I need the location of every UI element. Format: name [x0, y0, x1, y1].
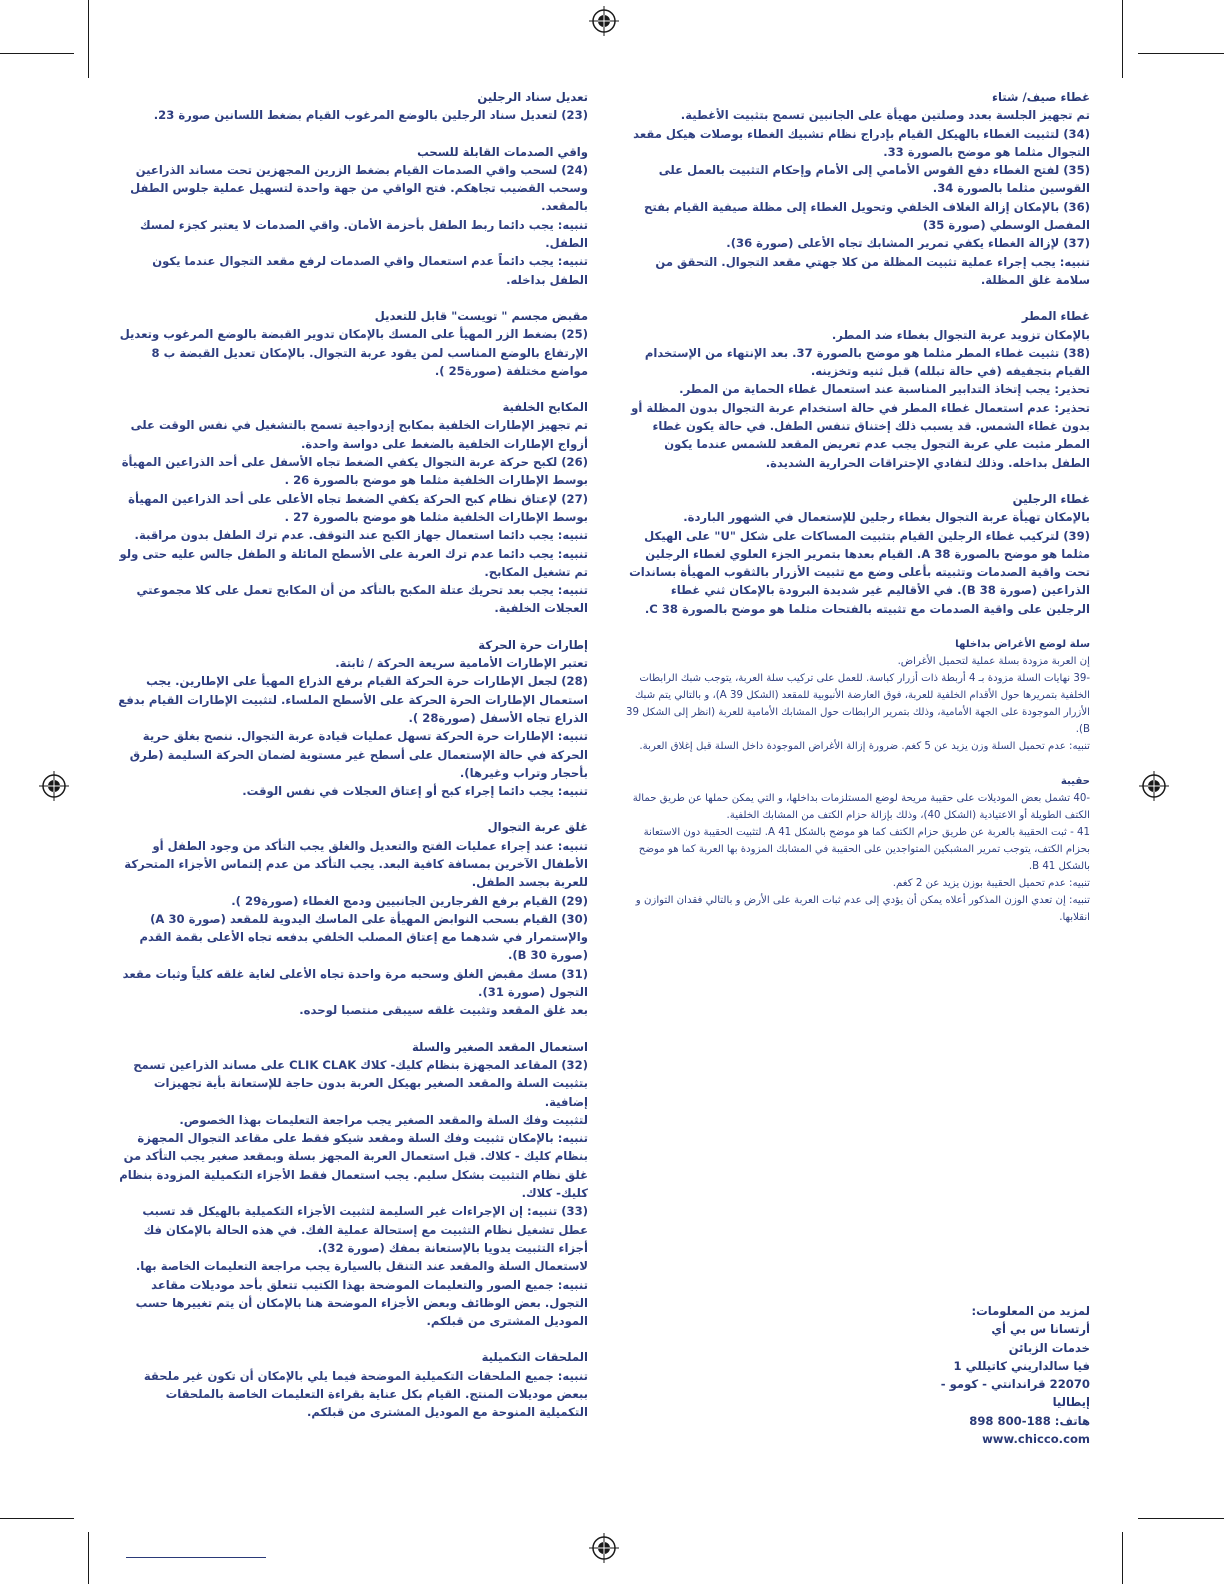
section-paragraph: إن العربة مزودة بسلة عملية لتحميل الأغراض. [897, 656, 1090, 668]
section-paragraph: (35) لفتح الغطاء دفع القوس الأمامي إلى الأمام وإحكام التثبيت بالعمل على القوسين مثلما بالصورة 34. [658, 163, 1090, 196]
section-paragraph: (33) تنبيه: إن الإجراءات غير السليمة لتثبيت الأجزاء التكميلية بالهيكل قد تسبب عطل تشغيل نظام التثبيت مع إستحالة عملية الفك. في هذه الحالة بالإمكان فك أجزاء التثبيت يدويا بالإستعانة بمفك (صورة 32). [142, 1204, 588, 1255]
section [118, 818, 588, 1019]
contact-line: هاتف: 188-800 898 [969, 1413, 1090, 1428]
contact-line: خدمات الزبائن [1008, 1340, 1090, 1355]
section-heading: غطاء المطر [1021, 309, 1090, 324]
registration-mark-left-icon [39, 771, 69, 801]
section [118, 398, 588, 618]
section-paragraph: 41 - ثبت الحقيبة بالعربة عن طريق حزام الكتف كما هو موضح بالشكل 41 A. لتثبيت الحقيبة دون الاستعانة بحزام الكتف، يتوجب تمرير المشبكين المتواجدين على الحقيبة في المشابك المزودة بها العربة كما هو موضح بالشكل 41 B. [638, 827, 1090, 873]
registration-mark-right-icon [1139, 771, 1169, 801]
section-heading: استعمال المقعد الصغير والسلة [412, 1039, 588, 1054]
crop-mark-bottom-left-h [0, 1518, 74, 1519]
section-paragraph: (25) بضغط الزر المهيأ على المسك بالإمكان تدوير القبضة بالوضع المرغوب وتعديل الإرتفاع بالوضع المناسب لمن يقود عربة التجوال. بالإمكان تعديل القبضة ب 8 مواضع مختلفة (صورة25 ). [119, 327, 588, 378]
contact-block [900, 1302, 1090, 1448]
section [625, 636, 1090, 755]
section [625, 490, 1090, 618]
section [118, 636, 588, 801]
section-paragraph: تنبيه: عند إجراء عمليات الفتح والتعديل والغلق يجب التأكد من وجود الطفل أو الأطفال الآخرين بمسافة كافية البعد. يجب التأكد من عدم إلتماس الأجزاء المتحركة للعربة بجسد الطفل. [124, 838, 588, 890]
section-paragraph: (30) القيام بسحب النوابض المهيأة على الماسك اليدوية للمقعد (صورة 30 A) والإستمرار في شدهما مع إعتاق المصلب الخلفي بدفعه تجاه الأعلى بقمة القدم (صورة 30 B). [139, 911, 588, 963]
registration-mark-top-icon [589, 6, 619, 36]
section-paragraph: تنبيه: يجب دائما ربط الطفل بأحزمة الأمان. واقي الصدمات لا يعتبر كجزء لمسك الطفل. [139, 217, 588, 251]
section-paragraph: تم تجهيز الإطارات الخلفية بمكابح إزدواجية تسمح بالتشغيل في نفس الوقت على أزواج الإطارات الخلفية بالضغط على دواسة واحدة. [130, 418, 588, 451]
section-paragraph: لتثبيت وفك السلة والمقعد الصغير يجب مراجعة التعليمات بهذا الخصوص. [179, 1112, 588, 1127]
contact-line: أرتسانا س بي أي [991, 1322, 1090, 1337]
footer-rule [126, 1557, 266, 1558]
section-paragraph: (26) لكبح حركة عربة التجوال يكفي الضغط تجاه الأسفل على أحد الذراعين المهيأة بوسط الإطارات الخلفية مثلما هو موضح بالصورة 26 . [121, 455, 588, 488]
left-column [118, 88, 588, 1440]
section [118, 143, 588, 289]
section-paragraph: (31) مسك مقبض الغلق وسحبه مرة واحدة تجاه الأعلى لغاية غلقه كلياً وثبات مقعد التجول (صورة 31). [122, 966, 588, 1000]
section-paragraph: -39 نهايات السلة مزودة بـ 4 أربطة ذات أزرار كباسة. للعمل على تركيب سلة العربة، يتوجب شبك الرابطات الخلفية بتمريرها حول الأقدام الخلفية للعربة، فوق العارضة الأنبوبية للمقعد (الشكل 39 A)، و بالتالي يتم شبك الأزرار الموجودة على الجهة الأمامية، وذلك بتمرير الرابطات حول المشابك الأمامية للعربة (انظر إلى الشكل 39 B). [626, 673, 1090, 736]
section-paragraph: تنبيه: عدم تحميل السلة وزن يزيد عن 5 كغم. ضرورة إزالة الأغراض الموجودة داخل السلة قبل إغلاق العربة. [639, 741, 1090, 753]
website-link[interactable]: www.chicco.com [982, 1432, 1090, 1447]
section-heading: إطارات حرة الحركة [478, 637, 588, 652]
contact-line: لمزيد من المعلومات: [971, 1304, 1090, 1318]
section-paragraph: (32) المقاعد المجهزة بنظام كليك- كلاك CLIK CLAK على مساند الذراعين تسمح بتثبيت السلة والمقعد الصغير بهيكل العربة بدون حاجة للإستعانة بأية تجهيزات إضافية. [133, 1057, 588, 1109]
section-paragraph: (29) القيام برفع الفرجارين الجانبيين ودمج الغطاء (صورة29 ). [231, 893, 588, 908]
section [625, 88, 1090, 289]
section [625, 307, 1090, 472]
section-paragraph: (23) لتعديل سناد الرجلين بالوضع المرغوب القيام بضغط اللسانين صورة 23. [153, 108, 588, 123]
section-paragraph: (24) لسحب واقي الصدمات القيام بضغط الزرين المجهزين تحت مساند الذراعين وسحب القضيب تجاهكم. فتح الواقي من جهة واحدة لتسهيل عملية جلوس الطفل بالمقعد. [130, 162, 588, 214]
section-paragraph: تنبيه: عدم تحميل الحقيبة بوزن يزيد عن 2 كغم. [892, 878, 1090, 890]
section-paragraph: (28) لجعل الإطارات حرة الحركة القيام برفع الذراع المهيأ على الإطارين. يجب استعمال الإطارات الحرة الحركة على الأسطح الملساء. لتثبيت الإطارات القيام بدفع الذراع تجاه الأسفل (صورة28 ). [118, 674, 588, 725]
section-heading: غلق عربة التجوال [487, 820, 588, 835]
section-paragraph: تحذير: عدم استعمال غطاء المطر في حالة استخدام عربة التجوال بدون المظلة أو بدون غطاء الشمس. قد يسبب ذلك إختناق تنفس الطفل. في حالة يكون غطاء المطر مثبت علي عربة التجول يجب عدم تعريض المقعد للشمس عندما يكون الطفل بداخله. وذلك لتفادي الإحتراقات الحرارية الشديدة. [631, 400, 1090, 470]
section [118, 1038, 588, 1331]
section-paragraph: (38) تثبيت غطاء المطر مثلما هو موضح بالصورة 37. بعد الإنتهاء من الإستخدام القيام بتجفيفه (في حالة تبلله) قبل ثنيه وتخزينه. [644, 345, 1090, 379]
section-heading: سلة لوضع الأغراض بداخلها [955, 639, 1090, 651]
crop-mark-top-right-h [1138, 53, 1224, 54]
section-paragraph: تم تجهيز الجلسة بعدد وصلتين مهيأة على الجانبين تسمح بتثبيت الأغطية. [680, 108, 1090, 123]
contact-line: فيا سالداريني كاتيللي 1 [953, 1358, 1090, 1373]
section-paragraph: تنبيه: بالإمكان تثبيت وفك السلة ومقعد شيكو فقط على مقاعد التجوال المجهزة بنظام كليك - كلاك. قبل استعمال العربة المجهز بسلة وبمقعد صغير يجب التأكد من غلق نظام التثبيت بشكل سليم. يجب استعمال فقط الأجزاء التكميلية المزودة بنظام كليك- كلاك. [119, 1131, 588, 1201]
section-paragraph: تنبيه: يجب دائماً عدم استعمال واقي الصدمات لرفع مقعد التجوال عندما يكون الطفل بداخله. [152, 254, 588, 287]
crop-mark-top-left-h [0, 53, 74, 54]
section-paragraph: تنبيه: يجب دائما إجراء كبح أو إعتاق العجلات في نفس الوقت. [242, 784, 588, 799]
section-paragraph: -40 تشمل بعض الموديلات على حقيبة مريحة لوضع المستلزمات بداخلها، و التي يمكن حملها عن طريق حمالة الكتف الطويلة أو الاعتيادية (الشكل 40)، وذلك بإزالة حزام الكتف من المشابك الخلفية. [632, 793, 1090, 822]
section-heading: المكابح الخلفية [502, 400, 588, 415]
section-paragraph: (27) لإعتاق نظام كبح الحركة يكفي الضغط تجاه الأعلى على أحد الذراعين المهيأة بوسط الإطارات الخلفية مثلما هو موضح بالصورة 27 . [128, 491, 588, 524]
section-paragraph: تنبيه: الإطارات حرة الحركة تسهل عمليات قيادة عربة التجوال. ننصح بغلق حرية الحركة في حالة الإستعمال على أسطح غير مستوية لضمان الحركة السليمة (طرق بأحجار وتراب وغيرها). [129, 729, 588, 780]
section-paragraph: تنبيه: يجب بعد تحريك عتلة المكبح بالتأكد من أن المكابح تعمل على كلا مجموعتي العجلات الخلفية. [136, 583, 588, 616]
section [625, 773, 1090, 926]
section-paragraph: تنبيه: يجب دائما استعمال جهاز الكبح عند التوقف. عدم ترك الطفل بدون مراقبة. [134, 528, 588, 543]
contact-line: 22070 قراندانتي - كومو - إيطاليا [940, 1377, 1090, 1410]
section-paragraph: بالإمكان تهيأة عربة التجوال بغطاء رجلين للإستعمال في الشهور الباردة. [683, 510, 1090, 525]
section [118, 1348, 588, 1421]
section-heading: مقبض مجسم " تويست" قابل للتعديل [374, 308, 588, 323]
section-heading: حقيبة [1060, 776, 1090, 788]
crop-mark-bottom-right-v [1122, 1532, 1123, 1584]
section-heading: تعديل سناد الرجلين [477, 90, 588, 104]
section-heading: واقي الصدمات القابلة للسحب [417, 144, 588, 159]
section-paragraph: لاستعمال السلة والمقعد عند التنقل بالسيارة يجب مراجعة التعليمات الخاصة بها. [135, 1259, 588, 1274]
section-paragraph: (34) لتثبيت الغطاء بالهيكل القيام بإدراج نظام تشبيك الغطاء بوصلات هيكل مقعد التجوال مثلما هو موضح بالصورة 33. [633, 126, 1090, 159]
section-paragraph: تنبيه: جميع الملحقات التكميلية الموضحة فيما يلي بالإمكان أن تكون غير ملحقة ببعض موديلات المنتج. القيام بكل عناية بقراءة التعليمات الخاصة بالملحقات التكميلية المنوحة مع الموديل المشترى من قبلكم. [143, 1368, 588, 1420]
crop-mark-top-right-v [1122, 0, 1123, 78]
registration-mark-bottom-icon [589, 1533, 619, 1563]
section-paragraph: (36) بالإمكان إزالة الغلاف الخلفي وتحويل الغطاء إلى مظلة صيفية القيام بفتح المفصل الوسطي (صورة 35) [643, 199, 1090, 233]
section [118, 307, 588, 380]
section-heading: غطاء صيف/ شتاء [992, 90, 1090, 104]
crop-mark-bottom-right-h [1138, 1518, 1224, 1519]
section-heading: الملحقات التكميلية [481, 1350, 588, 1365]
section-paragraph: بالإمكان تزويد عربة التجوال بغطاء ضد المطر. [831, 327, 1090, 342]
section-paragraph: (37) لإزالة الغطاء يكفي تمرير المشابك تجاه الأعلى (صورة 36). [726, 236, 1090, 251]
section-paragraph: تنبيه: يجب إجراء عملية تثبيت المظلة من كلا جهتي مقعد التجوال. التحقق من سلامة غلق المظلة. [655, 254, 1090, 287]
section-paragraph: (39) لتركيب غطاء الرجلين القيام بتثبيت المساكات على شكل "U" على الهيكل مثلما هو موضح بالصورة 38 A. القيام بعدها بتمرير الجزء العلوي لغطاء الرجلين تحت واقية الصدمات وتثبيته بأعلى وضع مع تثبيت الأزرار بالثقوب المهيأة بساندات الذراعين (صورة 38 B). في الأقاليم غير شديدة البرودة بالإمكان ثني غطاء الرجلين على واقية الصدمات مع تثبيته بالفتحات مثلما هو موضح بالصورة 38 C. [629, 528, 1090, 616]
section-paragraph: تعتبر الإطارات الأمامية سريعة الحركة / ثابتة. [335, 656, 588, 671]
section-paragraph: تحذير: يجب إتخاذ التدابير المناسبة عند استعمال غطاء الحماية من المطر. [679, 382, 1090, 397]
section-paragraph: بعد غلق المقعد وتثبيت غلقه سيبقى منتصبا لوحده. [299, 1003, 588, 1018]
crop-mark-top-left-v [88, 0, 89, 78]
section-paragraph: تنبيه: يجب دائما عدم ترك العربة على الأسطح المائلة و الطفل جالس عليه حتى ولو تم تشغيل المكابح. [119, 546, 588, 579]
right-column [625, 88, 1090, 944]
section-paragraph: تنبيه: جميع الصور والتعليمات الموضحة بهذا الكتيب تتعلق بأحد موديلات مقاعد التجول. بعض الوظائف وبعض الأجزاء الموضحة هنا بالإمكان أن يتم تغييرها حسب الموديل المشترى من قبلكم. [135, 1277, 588, 1329]
section [118, 88, 588, 125]
section-paragraph: تنبيه: إن تعدي الوزن المذكور أعلاه يمكن أن يؤدي إلى عدم ثبات العربة على الأرض و بالتالي فقدان التوازن و انقلابها. [635, 895, 1090, 924]
section-heading: غطاء الرجلين [1012, 491, 1090, 506]
crop-mark-bottom-left-v [88, 1532, 89, 1584]
